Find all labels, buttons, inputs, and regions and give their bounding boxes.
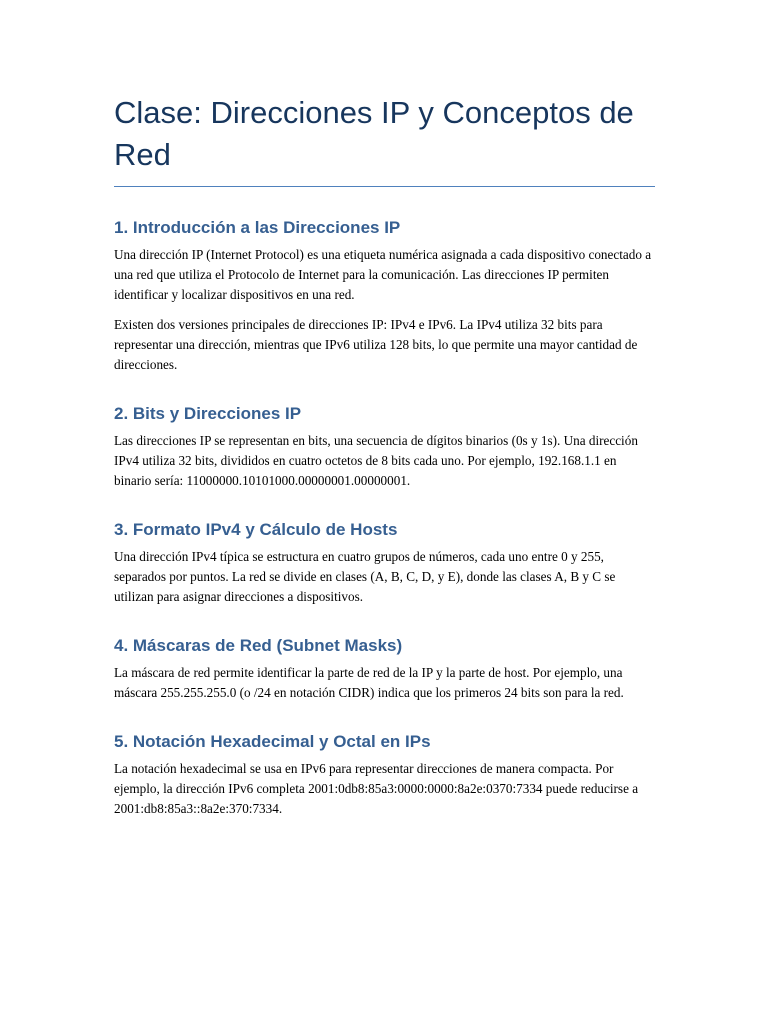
- section-heading: 2. Bits y Direcciones IP: [114, 404, 302, 423]
- paragraph: La máscara de red permite identificar la parte de red de la IP y la parte de host. Por ejemplo, una máscara 255.255.255.0 (o /24 en notación CIDR) indica que los primeros 24 bits son para la red.: [114, 665, 624, 700]
- document-title: Clase: Direcciones IP y Conceptos de Red: [114, 92, 655, 187]
- paragraph: Existen dos versiones principales de direcciones IP: IPv4 e IPv6. La IPv4 utiliza 32 bits para representar una dirección, mientras que IPv6 utiliza 128 bits, lo que permite una mayor cantidad de direcciones.: [114, 317, 638, 372]
- paragraph: La notación hexadecimal se usa en IPv6 para representar direcciones de manera compacta. Por ejemplo, la dirección IPv6 completa 2001:0db8:85a3:0000:0000:8a2e:0370:7334 puede reducirse a 2001:db8:85a3::8a2e:370:7334.: [114, 761, 639, 816]
- section-bits: [114, 403, 655, 491]
- paragraph: Una dirección IPv4 típica se estructura en cuatro grupos de números, cada uno entre 0 y 255, separados por puntos. La red se divide en clases (A, B, C, D, y E), donde las clases A, B y C se utilizan para asignar direcciones a dispositivos.: [114, 549, 616, 604]
- section-introduccion: [114, 217, 655, 375]
- section-heading: 1. Introducción a las Direcciones IP: [114, 218, 401, 237]
- section-heading: 5. Notación Hexadecimal y Octal en IPs: [114, 732, 431, 751]
- paragraph: Una dirección IP (Internet Protocol) es una etiqueta numérica asignada a cada dispositivo conectado a una red que utiliza el Protocolo de Internet para la comunicación. Las direcciones IP permiten identificar y localizar dispositivos en una red.: [114, 247, 652, 302]
- section-heading: 4. Máscaras de Red (Subnet Masks): [114, 636, 403, 655]
- paragraph: Las direcciones IP se representan en bits, una secuencia de dígitos binarios (0s y 1s). Una dirección IPv4 utiliza 32 bits, divididos en cuatro octetos de 8 bits cada uno. Por ejemplo, 192.168.1.1 en binario sería: 11000000.10101000.00000001.00000001.: [114, 433, 638, 488]
- section-formato-ipv4: [114, 519, 655, 607]
- section-notacion: [114, 731, 655, 819]
- section-mascaras: [114, 635, 655, 703]
- section-heading: 3. Formato IPv4 y Cálculo de Hosts: [114, 520, 398, 539]
